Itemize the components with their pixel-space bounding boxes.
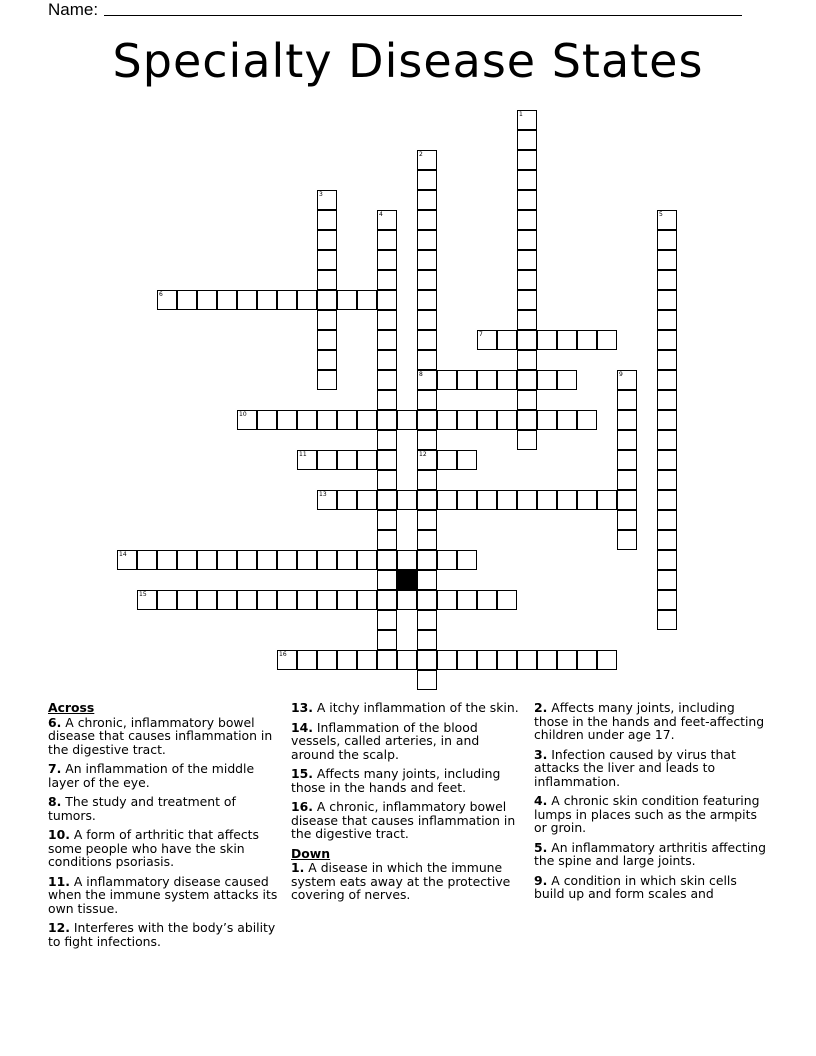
- grid-cell[interactable]: [657, 310, 677, 330]
- grid-cell[interactable]: [577, 410, 597, 430]
- grid-cell[interactable]: [197, 590, 217, 610]
- grid-cell[interactable]: [517, 270, 537, 290]
- clue-item-number: 7.: [48, 761, 62, 776]
- grid-cell[interactable]: [457, 410, 477, 430]
- clue-number: 8: [419, 371, 423, 378]
- clue-number: 12: [419, 451, 427, 458]
- grid-cell[interactable]: [377, 250, 397, 270]
- black-cell: [397, 570, 417, 590]
- grid-cell[interactable]: [317, 250, 337, 270]
- grid-cell[interactable]: [537, 370, 557, 390]
- clue-item: [48, 716, 280, 757]
- grid-cell[interactable]: [217, 590, 237, 610]
- grid-cell[interactable]: [317, 210, 337, 230]
- grid-cell[interactable]: [337, 490, 357, 510]
- grid-cell[interactable]: [617, 510, 637, 530]
- grid-cell[interactable]: [297, 550, 317, 570]
- grid-cell[interactable]: [317, 190, 337, 210]
- clue-item: [48, 875, 280, 916]
- grid-cell[interactable]: [437, 450, 457, 470]
- across-heading: Across: [48, 700, 95, 715]
- grid-cell[interactable]: [457, 370, 477, 390]
- grid-cell[interactable]: [317, 450, 337, 470]
- grid-cell[interactable]: [457, 650, 477, 670]
- grid-cell[interactable]: [297, 290, 317, 310]
- grid-cell[interactable]: [517, 190, 537, 210]
- grid-cell[interactable]: [517, 150, 537, 170]
- grid-cell[interactable]: [377, 330, 397, 350]
- grid-cell[interactable]: [477, 490, 497, 510]
- grid-cell[interactable]: [657, 410, 677, 430]
- grid-cell[interactable]: [277, 410, 297, 430]
- grid-cell[interactable]: [157, 550, 177, 570]
- grid-cell[interactable]: [277, 550, 297, 570]
- grid-cell[interactable]: [357, 590, 377, 610]
- clue-number: 3: [319, 191, 323, 198]
- clue-item-text: A condition in which skin cells build up and form scales and: [534, 872, 737, 901]
- grid-cell[interactable]: [417, 490, 437, 510]
- grid-cell[interactable]: [417, 210, 437, 230]
- clue-item-text: A inflammatory disease caused when the immune system attacks its own tissue.: [48, 873, 278, 916]
- grid-cell[interactable]: [377, 470, 397, 490]
- grid-cell[interactable]: [417, 610, 437, 630]
- down-heading: Down: [291, 845, 331, 861]
- grid-cell[interactable]: [337, 450, 357, 470]
- clue-item: [534, 701, 770, 742]
- page-title: Specialty Disease States: [112, 34, 704, 88]
- grid-cell[interactable]: [117, 550, 137, 570]
- grid-cell[interactable]: [657, 330, 677, 350]
- grid-cell[interactable]: [357, 550, 377, 570]
- clue-number: 1: [519, 111, 523, 118]
- grid-cell[interactable]: [497, 370, 517, 390]
- clue-number: 10: [239, 411, 247, 418]
- grid-cell[interactable]: [317, 370, 337, 390]
- clue-item-number: 15.: [291, 766, 313, 781]
- clue-item-text: An inflammation of the middle layer of the eye.: [48, 761, 255, 790]
- grid-cell[interactable]: [397, 650, 417, 670]
- clue-number: 16: [279, 651, 287, 658]
- clue-item: [291, 861, 523, 902]
- grid-cell[interactable]: [417, 330, 437, 350]
- grid-cell[interactable]: [657, 270, 677, 290]
- grid-cell[interactable]: [417, 510, 437, 530]
- grid-cell[interactable]: [517, 330, 537, 350]
- grid-cell[interactable]: [417, 430, 437, 450]
- grid-cell[interactable]: [657, 230, 677, 250]
- grid-cell[interactable]: [517, 410, 537, 430]
- down-clue-list-continued: [534, 701, 770, 901]
- grid-cell[interactable]: [217, 550, 237, 570]
- clue-item-number: 8.: [48, 794, 62, 809]
- clue-item-number: 9.: [534, 872, 548, 888]
- clue-item-number: 5.: [534, 839, 548, 855]
- clue-item-number: 11.: [48, 873, 70, 889]
- grid-cell[interactable]: [257, 410, 277, 430]
- grid-cell[interactable]: [237, 550, 257, 570]
- grid-cell[interactable]: [537, 490, 557, 510]
- grid-cell[interactable]: [517, 110, 537, 130]
- clue-number: 9: [619, 371, 623, 378]
- grid-cell[interactable]: [417, 450, 437, 470]
- grid-cell[interactable]: [497, 330, 517, 350]
- grid-cell[interactable]: [337, 590, 357, 610]
- grid-cell[interactable]: [417, 390, 437, 410]
- grid-cell[interactable]: [657, 470, 677, 490]
- clue-item-text: The study and treatment of tumors.: [48, 794, 236, 823]
- grid-cell[interactable]: [317, 330, 337, 350]
- grid-cell[interactable]: [197, 290, 217, 310]
- grid-cell[interactable]: [517, 230, 537, 250]
- grid-cell[interactable]: [377, 510, 397, 530]
- grid-cell[interactable]: [557, 410, 577, 430]
- clue-number: 5: [659, 211, 663, 218]
- clue-number: 7: [479, 331, 483, 338]
- grid-cell[interactable]: [617, 450, 637, 470]
- grid-cell[interactable]: [597, 330, 617, 350]
- grid-cell[interactable]: [517, 310, 537, 330]
- grid-cell[interactable]: [657, 250, 677, 270]
- grid-cell[interactable]: [517, 490, 537, 510]
- grid-cell[interactable]: [617, 390, 637, 410]
- grid-cell[interactable]: [517, 390, 537, 410]
- grid-cell[interactable]: [617, 410, 637, 430]
- grid-cell[interactable]: [397, 590, 417, 610]
- clue-number: 13: [319, 491, 327, 498]
- clue-item-number: 3.: [534, 746, 548, 762]
- grid-cell[interactable]: [437, 410, 457, 430]
- grid-cell[interactable]: [497, 410, 517, 430]
- grid-cell[interactable]: [617, 430, 637, 450]
- clues-column-1: [48, 701, 280, 954]
- grid-cell[interactable]: [517, 290, 537, 310]
- grid-cell[interactable]: [417, 190, 437, 210]
- grid-cell[interactable]: [137, 590, 157, 610]
- grid-cell[interactable]: [437, 370, 457, 390]
- clue-item-text: Infection caused by virus that attacks the liver and leads to inflammation.: [534, 746, 736, 789]
- clue-item: [48, 795, 280, 822]
- clues-column-3: [534, 701, 770, 907]
- grid-cell[interactable]: [437, 590, 457, 610]
- grid-cell[interactable]: [477, 330, 497, 350]
- grid-cell[interactable]: [557, 650, 577, 670]
- clue-number: 4: [379, 211, 383, 218]
- grid-cell[interactable]: [657, 530, 677, 550]
- grid-cell[interactable]: [377, 650, 397, 670]
- grid-cell[interactable]: [177, 290, 197, 310]
- grid-cell[interactable]: [497, 590, 517, 610]
- grid-cell[interactable]: [277, 290, 297, 310]
- grid-cell[interactable]: [417, 530, 437, 550]
- grid-cell[interactable]: [417, 590, 437, 610]
- grid-cell[interactable]: [317, 650, 337, 670]
- grid-cell[interactable]: [657, 510, 677, 530]
- grid-cell[interactable]: [237, 590, 257, 610]
- grid-cell[interactable]: [597, 650, 617, 670]
- grid-cell[interactable]: [417, 630, 437, 650]
- grid-cell[interactable]: [657, 210, 677, 230]
- grid-cell[interactable]: [457, 550, 477, 570]
- grid-cell[interactable]: [617, 530, 637, 550]
- grid-cell[interactable]: [257, 590, 277, 610]
- grid-cell[interactable]: [337, 650, 357, 670]
- grid-cell[interactable]: [657, 610, 677, 630]
- grid-cell[interactable]: [417, 370, 437, 390]
- grid-cell[interactable]: [517, 370, 537, 390]
- grid-cell[interactable]: [377, 570, 397, 590]
- grid-cell[interactable]: [257, 550, 277, 570]
- name-label: Name:: [48, 0, 99, 19]
- grid-cell[interactable]: [317, 350, 337, 370]
- grid-cell[interactable]: [337, 550, 357, 570]
- grid-cell[interactable]: [377, 310, 397, 330]
- grid-cell[interactable]: [337, 290, 357, 310]
- grid-cell[interactable]: [517, 650, 537, 670]
- grid-cell[interactable]: [657, 450, 677, 470]
- clue-item: [534, 841, 770, 868]
- grid-cell[interactable]: [157, 290, 177, 310]
- clue-item-text: Inflammation of the blood vessels, called arteries, in and around the scalp.: [291, 719, 480, 762]
- grid-cell[interactable]: [397, 490, 417, 510]
- grid-cell[interactable]: [417, 570, 437, 590]
- grid-cell[interactable]: [297, 650, 317, 670]
- clue-item-text: A itchy inflammation of the skin.: [312, 700, 519, 715]
- down-clue-list: [291, 861, 523, 902]
- grid-cell[interactable]: [357, 290, 377, 310]
- grid-cell[interactable]: [377, 270, 397, 290]
- grid-cell[interactable]: [657, 490, 677, 510]
- grid-cell[interactable]: [437, 490, 457, 510]
- grid-cell[interactable]: [537, 410, 557, 430]
- grid-cell[interactable]: [357, 410, 377, 430]
- clue-item-number: 6.: [48, 714, 62, 730]
- grid-cell[interactable]: [377, 350, 397, 370]
- grid-cell[interactable]: [277, 590, 297, 610]
- clue-item: [48, 828, 280, 869]
- grid-cell[interactable]: [377, 450, 397, 470]
- grid-cell[interactable]: [657, 590, 677, 610]
- grid-cell[interactable]: [457, 450, 477, 470]
- grid-cell[interactable]: [437, 650, 457, 670]
- clue-item-number: 4.: [534, 793, 548, 808]
- grid-cell[interactable]: [497, 490, 517, 510]
- grid-cell[interactable]: [417, 350, 437, 370]
- clue-number: 6: [159, 291, 163, 298]
- grid-cell[interactable]: [517, 430, 537, 450]
- grid-cell[interactable]: [317, 410, 337, 430]
- grid-cell[interactable]: [357, 450, 377, 470]
- clue-item-number: 1.: [291, 860, 305, 875]
- clue-item-text: Interferes with the body’s ability to fight infections.: [48, 920, 276, 949]
- grid-cell[interactable]: [257, 290, 277, 310]
- clue-item-number: 10.: [48, 827, 70, 842]
- clue-item-text: Affects many joints, including those in the hands and feet.: [291, 766, 501, 795]
- clue-item: [534, 748, 770, 789]
- grid-cell[interactable]: [337, 410, 357, 430]
- grid-cell[interactable]: [317, 590, 337, 610]
- grid-cell[interactable]: [517, 170, 537, 190]
- grid-cell[interactable]: [657, 550, 677, 570]
- clue-item: [534, 794, 770, 835]
- grid-cell[interactable]: [517, 130, 537, 150]
- grid-cell[interactable]: [377, 630, 397, 650]
- grid-cell[interactable]: [497, 650, 517, 670]
- grid-cell[interactable]: [657, 350, 677, 370]
- grid-cell[interactable]: [537, 650, 557, 670]
- clue-item-text: A form of arthritic that affects some people who have the skin conditions psoriasis.: [48, 827, 259, 869]
- clues-column-2: [291, 701, 523, 908]
- clue-item-text: A chronic skin condition featuring lumps in places such as the armpits or groin.: [534, 793, 760, 835]
- clue-item: [534, 874, 770, 901]
- grid-cell[interactable]: [557, 490, 577, 510]
- grid-cell[interactable]: [377, 490, 397, 510]
- grid-cell[interactable]: [377, 550, 397, 570]
- clue-item: [291, 721, 523, 762]
- grid-cell[interactable]: [477, 590, 497, 610]
- clue-item-text: Affects many joints, including those in the hands and feet-affecting children under age 17.: [534, 700, 765, 742]
- grid-cell[interactable]: [417, 290, 437, 310]
- clue-item-number: 16.: [291, 799, 313, 814]
- name-underline[interactable]: [104, 15, 742, 16]
- grid-cell[interactable]: [317, 490, 337, 510]
- clue-item: [291, 767, 523, 794]
- clue-number: 11: [299, 451, 307, 458]
- grid-cell[interactable]: [317, 270, 337, 290]
- clue-item-number: 12.: [48, 920, 70, 935]
- grid-cell[interactable]: [297, 590, 317, 610]
- clue-item-text: A disease in which the immune system eats away at the protective covering of nerves.: [291, 860, 511, 902]
- grid-cell[interactable]: [417, 230, 437, 250]
- grid-cell[interactable]: [397, 550, 417, 570]
- grid-cell[interactable]: [657, 390, 677, 410]
- grid-cell[interactable]: [657, 430, 677, 450]
- grid-cell[interactable]: [357, 650, 377, 670]
- grid-cell[interactable]: [317, 290, 337, 310]
- grid-cell[interactable]: [517, 350, 537, 370]
- clue-item-number: 13.: [291, 700, 313, 715]
- grid-cell[interactable]: [377, 590, 397, 610]
- grid-cell[interactable]: [477, 410, 497, 430]
- grid-cell[interactable]: [657, 290, 677, 310]
- clue-item-text: A chronic, inflammatory bowel disease that causes inflammation in the digestive tract.: [291, 799, 516, 841]
- grid-cell[interactable]: [217, 290, 237, 310]
- grid-cell[interactable]: [417, 410, 437, 430]
- grid-cell[interactable]: [577, 330, 597, 350]
- grid-cell[interactable]: [177, 590, 197, 610]
- clue-item: [48, 762, 280, 789]
- grid-cell[interactable]: [477, 650, 497, 670]
- grid-cell[interactable]: [297, 450, 317, 470]
- grid-cell[interactable]: [377, 210, 397, 230]
- clue-item-text: A chronic, inflammatory bowel disease that causes inflammation in the digestive tract.: [48, 714, 273, 757]
- grid-cell[interactable]: [577, 490, 597, 510]
- clue-item-text: An inflammatory arthritis affecting the spine and large joints.: [534, 839, 766, 868]
- grid-cell[interactable]: [417, 470, 437, 490]
- across-clue-list: [48, 716, 280, 949]
- grid-cell[interactable]: [377, 390, 397, 410]
- grid-cell[interactable]: [317, 230, 337, 250]
- grid-cell[interactable]: [617, 370, 637, 390]
- grid-cell[interactable]: [437, 550, 457, 570]
- grid-cell[interactable]: [657, 570, 677, 590]
- clue-number: 15: [139, 591, 147, 598]
- grid-cell[interactable]: [377, 430, 397, 450]
- clue-item-number: 14.: [291, 719, 313, 735]
- clue-item-number: 2.: [534, 700, 548, 715]
- clue-item: [291, 800, 523, 841]
- grid-cell[interactable]: [457, 490, 477, 510]
- grid-cell[interactable]: [557, 370, 577, 390]
- grid-cell[interactable]: [657, 370, 677, 390]
- grid-cell[interactable]: [297, 410, 317, 430]
- grid-cell[interactable]: [377, 610, 397, 630]
- grid-cell[interactable]: [417, 150, 437, 170]
- grid-cell[interactable]: [417, 670, 437, 690]
- across-clue-list-continued: [291, 701, 523, 841]
- grid-cell[interactable]: [377, 370, 397, 390]
- grid-cell[interactable]: [197, 550, 217, 570]
- grid-cell[interactable]: [377, 230, 397, 250]
- clue-item: [291, 701, 523, 715]
- grid-cell[interactable]: [417, 650, 437, 670]
- grid-cell[interactable]: [157, 590, 177, 610]
- grid-cell[interactable]: [377, 290, 397, 310]
- clue-item: [48, 921, 280, 948]
- grid-cell[interactable]: [237, 290, 257, 310]
- grid-cell[interactable]: [377, 410, 397, 430]
- grid-cell[interactable]: [237, 410, 257, 430]
- grid-cell[interactable]: [597, 490, 617, 510]
- grid-cell[interactable]: [417, 310, 437, 330]
- grid-cell[interactable]: [617, 490, 637, 510]
- grid-cell[interactable]: [457, 590, 477, 610]
- grid-cell[interactable]: [277, 650, 297, 670]
- grid-cell[interactable]: [517, 250, 537, 270]
- grid-cell[interactable]: [417, 270, 437, 290]
- grid-cell[interactable]: [517, 210, 537, 230]
- grid-cell[interactable]: [317, 310, 337, 330]
- clue-number: 2: [419, 151, 423, 158]
- grid-cell[interactable]: [417, 550, 437, 570]
- grid-cell[interactable]: [477, 370, 497, 390]
- grid-cell[interactable]: [397, 410, 417, 430]
- grid-cell[interactable]: [417, 250, 437, 270]
- grid-cell[interactable]: [317, 550, 337, 570]
- grid-cell[interactable]: [417, 170, 437, 190]
- grid-cell[interactable]: [577, 650, 597, 670]
- grid-cell[interactable]: [617, 470, 637, 490]
- grid-cell[interactable]: [357, 490, 377, 510]
- clue-number: 14: [119, 551, 127, 558]
- grid-cell[interactable]: [137, 550, 157, 570]
- grid-cell[interactable]: [537, 330, 557, 350]
- grid-cell[interactable]: [177, 550, 197, 570]
- grid-cell[interactable]: [557, 330, 577, 350]
- grid-cell[interactable]: [377, 530, 397, 550]
